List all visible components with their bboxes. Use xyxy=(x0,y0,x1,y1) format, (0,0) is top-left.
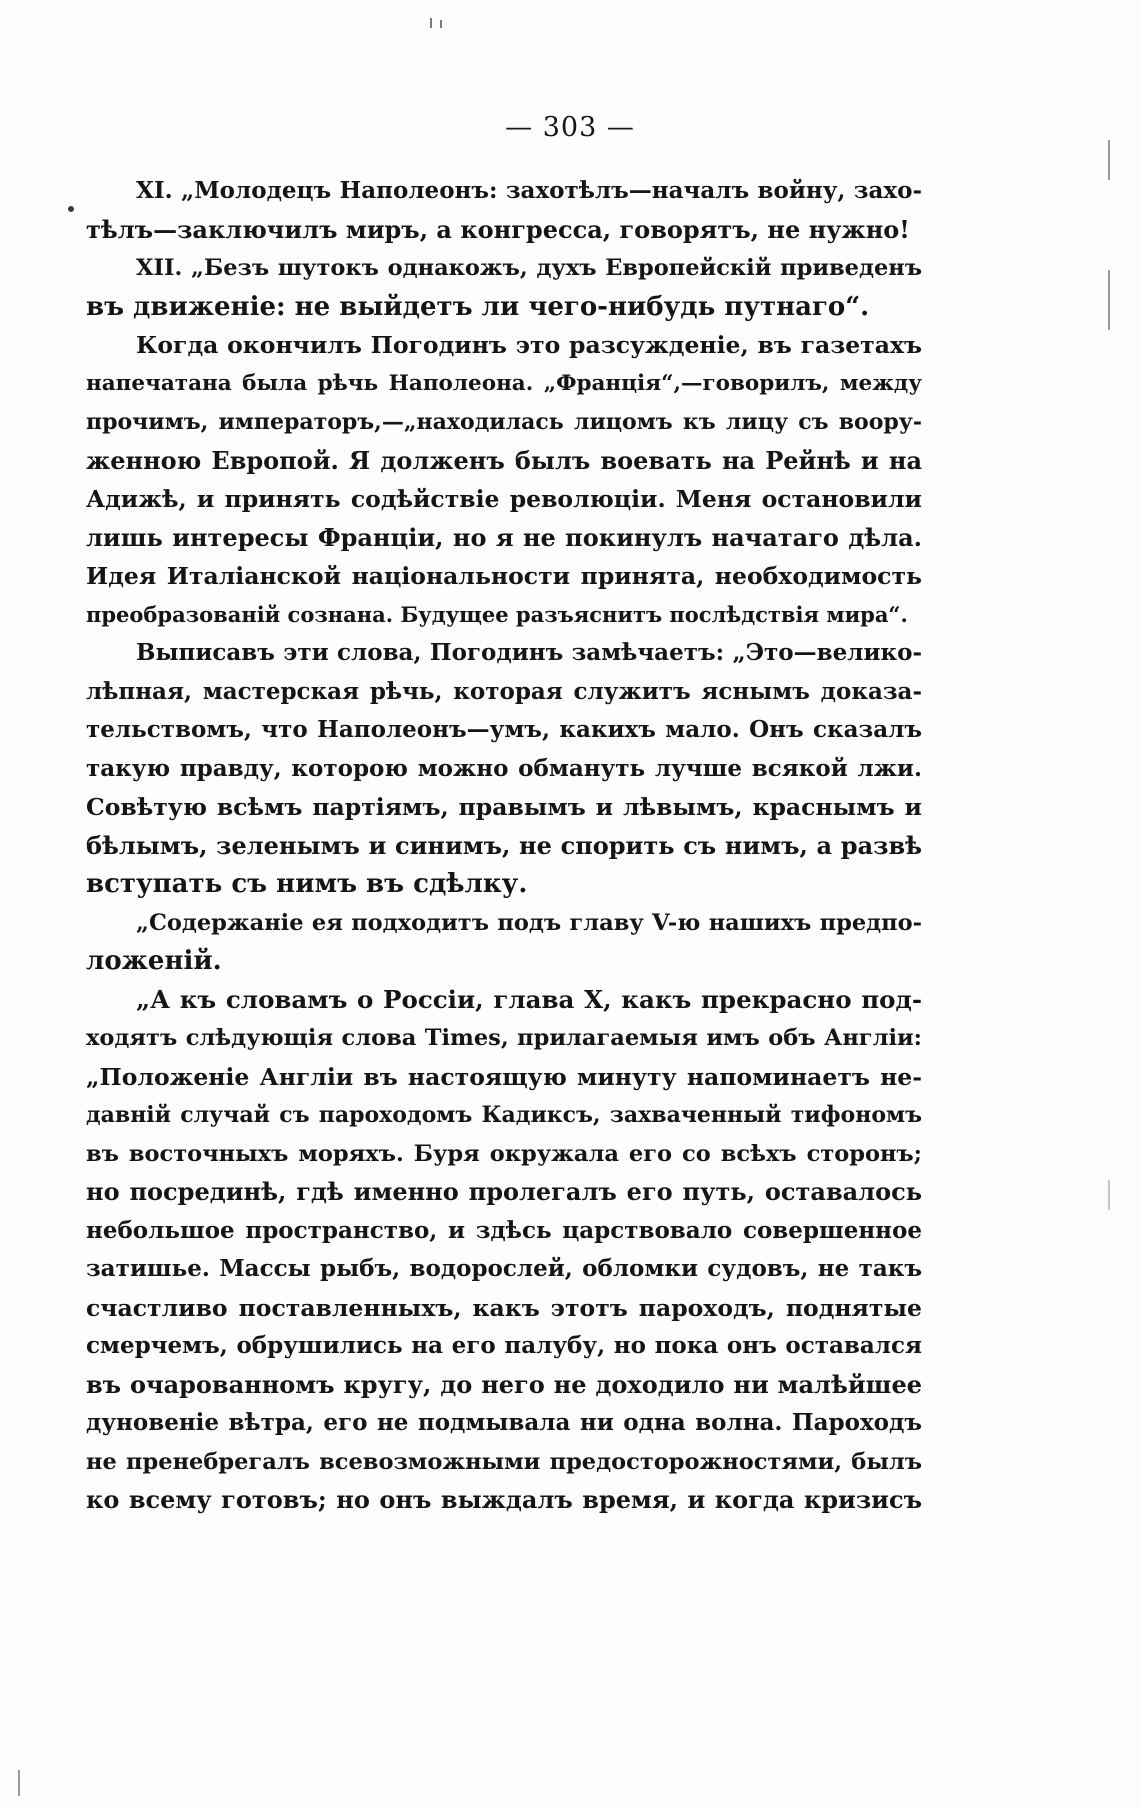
ink-dot xyxy=(68,206,74,212)
text-line: вступать съ нимъ въ сдѣлку. xyxy=(86,869,528,899)
text-line: ко всему готовъ; но онъ выждалъ время, и когда кризисъ xyxy=(86,1485,922,1514)
text-line: счастливо поставленныхъ, какъ этотъ пароходъ, поднятые xyxy=(86,1293,922,1322)
text-line: Идея Италіанской національности принята, необходимость xyxy=(86,562,922,590)
text-line: тельствомъ, что Наполеонъ—умъ, какихъ мало. Онъ сказалъ xyxy=(86,716,922,743)
body-text xyxy=(86,172,922,1520)
scan-edge-mark xyxy=(1108,1180,1110,1210)
text-line: лѣпная, мастерская рѣчь, которая служитъ яснымъ доказа- xyxy=(86,677,922,705)
text-line: тѣлъ—заключилъ миръ, а конгресса, говорятъ, не нужно! xyxy=(86,214,910,244)
scan-edge-mark xyxy=(1108,140,1110,180)
text-line: не пренебрегалъ всевозможными предосторожностями, былъ xyxy=(86,1448,922,1475)
text-line: Когда окончилъ Погодинъ это разсужденіе, въ газетахъ xyxy=(136,331,922,359)
text-line: лишь интересы Франціи, но я не покинулъ начатаго дѣла. xyxy=(86,522,922,552)
text-line: ложеній. xyxy=(86,946,222,976)
scan-edge-mark xyxy=(18,1770,20,1796)
text-line: „Содержаніе ея подходитъ подъ главу V-ю нашихъ предпо- xyxy=(136,909,922,936)
scan-artifact xyxy=(440,20,442,28)
text-line: бѣлымъ, зеленымъ и синимъ, не спорить съ нимъ, а развѣ xyxy=(86,830,922,860)
page-number: — 303 — xyxy=(505,112,635,143)
text-line: въ восточныхъ моряхъ. Буря окружала его со всѣхъ сторонъ; xyxy=(86,1140,922,1167)
text-line: XI. „Молодецъ Наполеонъ: захотѣлъ—началъ войну, захо- xyxy=(136,177,922,204)
text-line: ходятъ слѣдующія слова Times, прилагаемыя имъ объ Англіи: xyxy=(86,1025,922,1051)
text-line: въ движеніе: не выйдетъ ли чего-нибудь путнаго“. xyxy=(86,291,870,322)
text-line: „Положеніе Англіи въ настоящую минуту напоминаетъ не- xyxy=(86,1062,922,1091)
text-line: но посрединѣ, гдѣ именно пролегалъ его путь, оставалось xyxy=(86,1177,922,1206)
text-line: такую правду, которою можно обмануть лучше всякой лжи. xyxy=(86,754,922,782)
text-line: „А къ словамъ о Россіи, глава X, какъ прекрасно под- xyxy=(136,984,922,1014)
text-line: въ очарованномъ кругу, до него не доходило ни малѣйшее xyxy=(86,1369,922,1399)
text-line: прочимъ, императоръ,—„находилась лицомъ къ лицу съ воору- xyxy=(86,409,922,435)
text-line: смерчемъ, обрушились на его палубу, но пока онъ оставался xyxy=(86,1332,922,1359)
scan-edge-mark xyxy=(1108,270,1110,330)
text-line: преобразованій сознана. Будущее разъяснитъ послѣдствія мира“. xyxy=(86,601,908,627)
text-line: женною Европой. Я долженъ былъ воевать на Рейнѣ и на xyxy=(86,445,922,475)
text-line: затишье. Массы рыбъ, водорослей, обломки судовъ, не такъ xyxy=(86,1255,922,1282)
text-line: XII. „Безъ шутокъ однакожъ, духъ Европейскій приведенъ xyxy=(136,255,922,281)
text-line: Адижѣ, и принять содѣйствіе революціи. Меня остановили xyxy=(86,485,922,513)
text-line: давній случай съ пароходомъ Кадиксъ, захваченный тифономъ xyxy=(86,1102,922,1128)
text-line: напечатана была рѣчь Наполеона. „Франція“,—говорилъ, между xyxy=(86,370,922,396)
text-line: небольшое пространство, и здѣсь царствовало совершенное xyxy=(86,1216,922,1244)
text-line: дуновеніе вѣтра, его не подмывала ни одна волна. Пароходъ xyxy=(86,1409,922,1436)
text-line: Совѣтую всѣмъ партіямъ, правымъ и лѣвымъ, краснымъ и xyxy=(86,793,922,821)
scan-artifact xyxy=(430,18,432,28)
text-line: Выписавъ эти слова, Погодинъ замѣчаетъ: „Это—велико- xyxy=(136,639,922,666)
